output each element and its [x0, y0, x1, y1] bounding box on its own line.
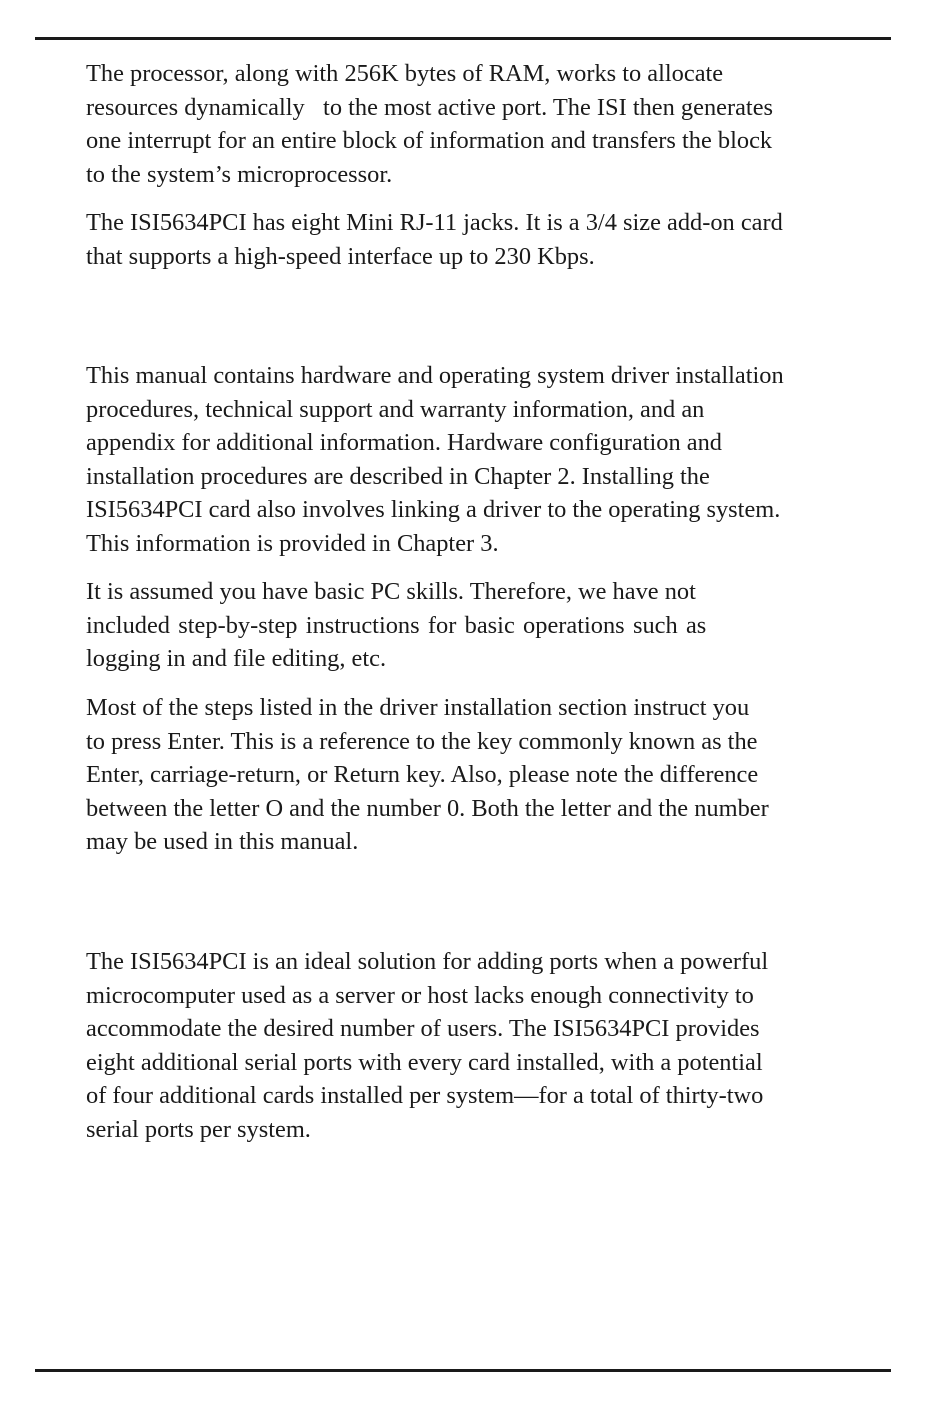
paragraph-pc-skills [86, 575, 896, 676]
text-line: microcomputer used as a server or host lacks enough connectivity to [86, 981, 754, 1009]
text-line: one interrupt for an entire block of information and transfers the block [86, 127, 773, 154]
text-line: to the system’s microprocessor. [86, 160, 393, 188]
text-line: may be used in this manual. [86, 828, 359, 855]
text-line: that supports a high-speed interface up to 230 Kbps. [86, 242, 595, 270]
text-line: appendix for additional information. Hardware configuration and [86, 429, 722, 456]
text-line: accommodate the desired number of users. The ISI5634PCI provides [86, 1015, 760, 1042]
text-line: serial ports per system. [86, 1115, 311, 1143]
paragraph-rj11-jacks [86, 206, 896, 273]
text-line: included step-by-step instructions for basic operations such as [86, 611, 707, 639]
text-line: to press Enter. This is a reference to the key commonly known as the [86, 727, 758, 755]
paragraph-ideal-solution [86, 945, 896, 1146]
text-line: ISI5634PCI card also involves linking a driver to the operating system. [86, 496, 781, 523]
text-line: installation procedures are described in Chapter 2. Installing the [86, 462, 710, 490]
text-line: The processor, along with 256K bytes of RAM, works to allocate [86, 60, 724, 87]
text-line: The ISI5634PCI has eight Mini RJ-11 jacks. It is a 3/4 size add-on card [86, 209, 783, 236]
text-line: resources dynamically to the most active port. The ISI then generates [86, 93, 774, 121]
text-line: The ISI5634PCI is an ideal solution for adding ports when a powerful [86, 948, 769, 975]
top-rule [35, 37, 891, 40]
paragraph-processor-ram [86, 57, 896, 191]
text-line: Most of the steps listed in the driver installation section instruct you [86, 694, 750, 721]
text-line: logging in and file editing, etc. [86, 645, 387, 672]
text-line: procedures, technical support and warranty information, and an [86, 395, 705, 423]
text-line: of four additional cards installed per system—for a total of thirty-two [86, 1082, 764, 1109]
text-line: This manual contains hardware and operating system driver installation [86, 362, 784, 389]
bottom-rule [35, 1369, 891, 1372]
text-line: between the letter O and the number 0. Both the letter and the number [86, 794, 769, 822]
text-line: Enter, carriage-return, or Return key. Also, please note the difference [86, 761, 759, 788]
paragraph-press-enter [86, 691, 896, 859]
text-line: This information is provided in Chapter 3. [86, 529, 499, 557]
text-line: It is assumed you have basic PC skills. Therefore, we have not [86, 578, 696, 605]
text-line: eight additional serial ports with every card installed, with a potential [86, 1048, 763, 1076]
paragraph-manual-contents [86, 359, 896, 560]
